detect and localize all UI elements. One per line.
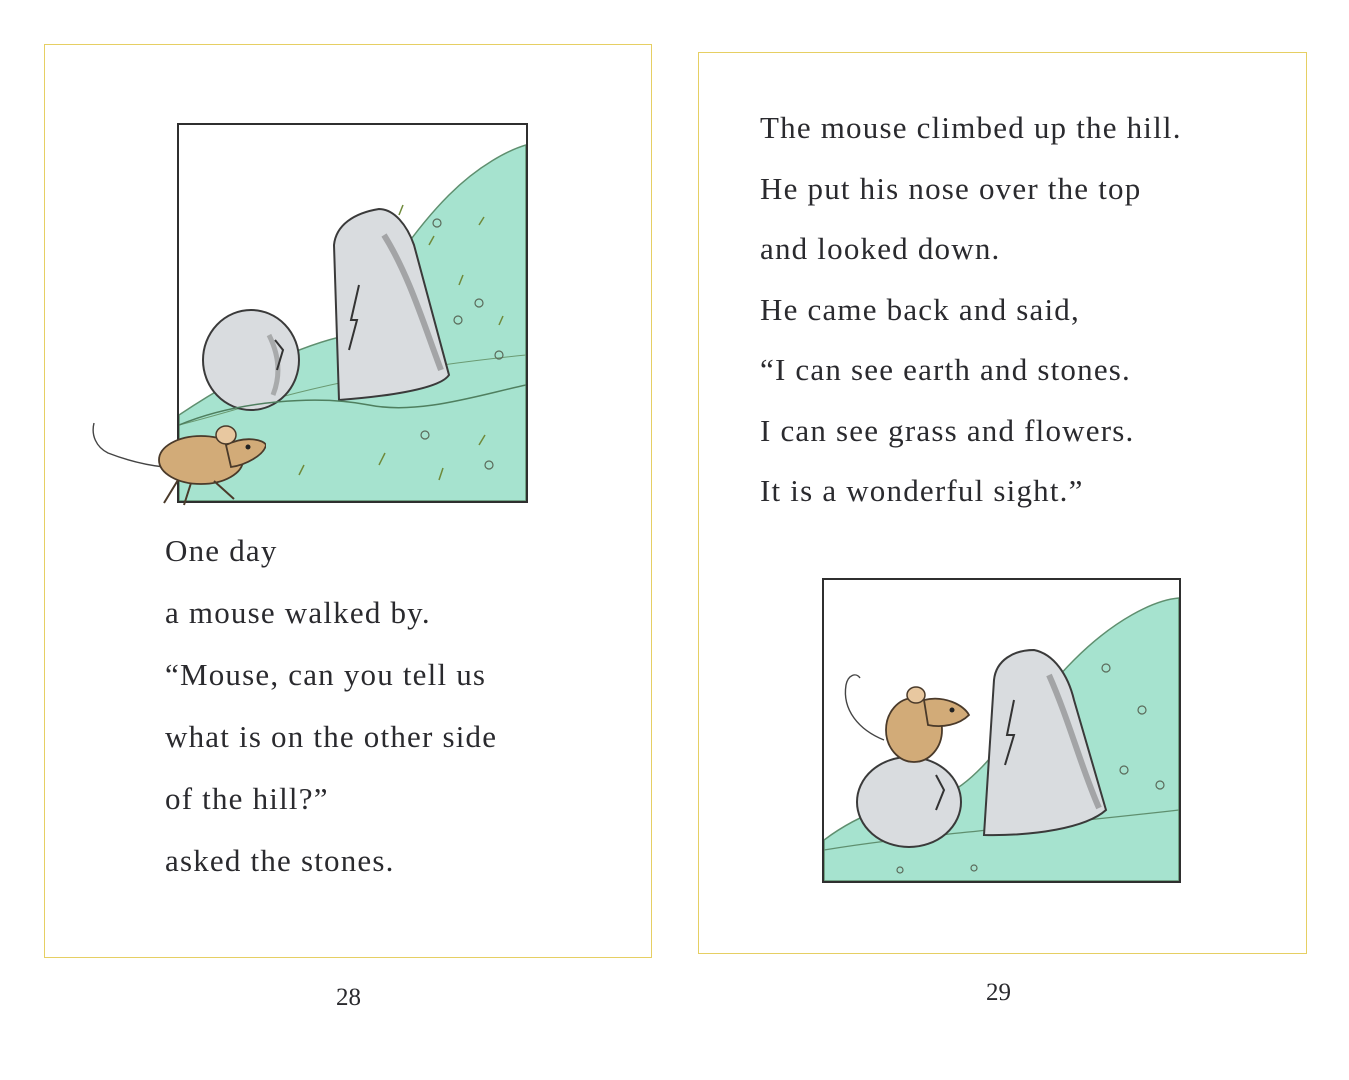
text-line: The mouse climbed up the hill. [760,110,1182,145]
text-line: what is on the other side [165,719,498,754]
text-line: asked the stones. [165,843,395,878]
page-number-left: 28 [336,984,361,1011]
text-line: He came back and said, [760,291,1080,327]
text-line: and looked down. [760,231,1001,266]
text-line: “Mouse, can you tell us [165,657,487,692]
running-mouse-picture [86,405,266,510]
right-illustration [822,578,1181,883]
page-number-right: 29 [986,979,1011,1006]
text-line: One day [165,533,278,568]
text-line: of the hill?” [165,781,329,816]
right-page-text [760,98,1182,522]
left-page-text [165,520,497,892]
text-line: “I can see earth and stones. [760,352,1131,387]
text-line: He put his nose over the top [760,170,1142,206]
text-line: a mouse walked by. [165,595,431,630]
mouse-on-stone-picture [824,580,1179,881]
text-line: I can see grass and flowers. [760,412,1135,448]
text-line: It is a wonderful sight.” [760,473,1084,508]
